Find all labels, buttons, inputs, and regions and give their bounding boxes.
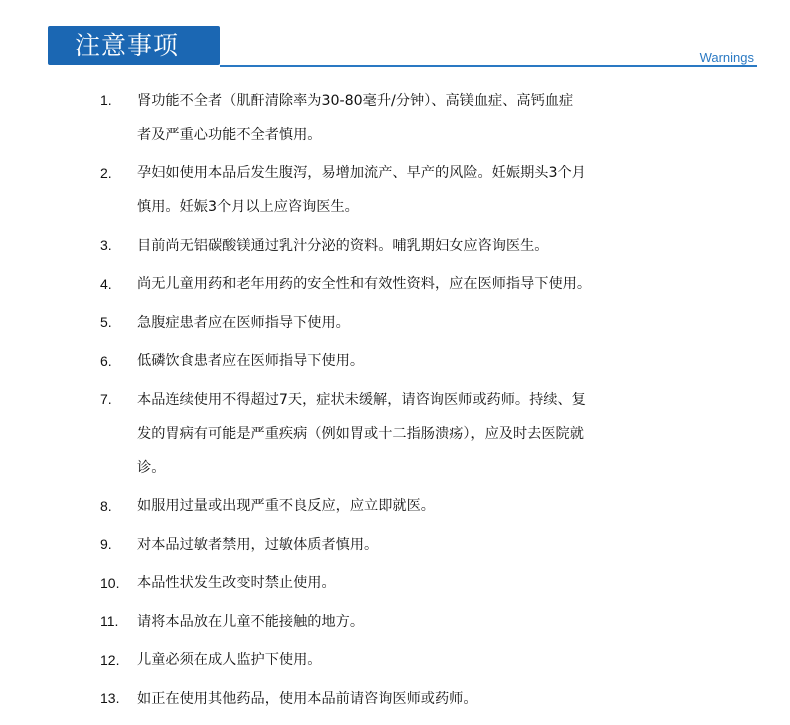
- warning-item: [100, 532, 720, 562]
- warning-item: [100, 233, 720, 263]
- page-title: 注意事项: [75, 31, 180, 60]
- warning-number: 3.: [100, 237, 112, 253]
- warning-number: 1.: [100, 92, 112, 108]
- warning-item: [100, 272, 720, 302]
- warning-number: 12.: [100, 651, 120, 668]
- warning-item: [100, 387, 720, 485]
- warning-text: 如服用过量或出现严重不良反应，应立即就医。: [137, 498, 435, 514]
- warning-number: 4.: [100, 275, 112, 292]
- warning-text: 本品性状发生改变时禁止使用。: [137, 575, 336, 591]
- warning-number: 5.: [100, 314, 112, 330]
- warning-number: 8.: [100, 497, 112, 514]
- warning-text: 尚无儿童用药和老年用药的安全性和有效性资料，应在医师指导下使用。: [137, 276, 592, 292]
- warning-item: [100, 494, 720, 524]
- section-header: [48, 26, 757, 68]
- warning-text: 目前尚无铝碳酸镁通过乳汁分泌的资料。哺乳期妇女应咨询医生。: [137, 237, 549, 254]
- warning-text: 孕妇如使用本品后发生腹泻，易增加流产、早产的风险。妊娠期头3个月 慎用。妊娠3个月以上应咨询医生。: [137, 165, 586, 215]
- warning-text: 如正在使用其他药品，使用本品前请咨询医师或药师。: [137, 690, 478, 707]
- warning-number: 11.: [100, 613, 119, 629]
- warning-text: 儿童必须在成人监护下使用。: [137, 652, 322, 668]
- warning-text: 本品连续使用不得超过7天，症状未缓解，请咨询医师或药师。持续、复 发的胃病有可能是严重疾病（例如胃或十二指肠溃疡），应及时去医院就 诊。: [137, 391, 586, 476]
- warning-number: 6.: [100, 352, 112, 369]
- warning-item: [100, 161, 720, 225]
- warning-item: [100, 88, 720, 152]
- warning-number: 9.: [100, 536, 112, 552]
- warning-number: 13.: [100, 690, 120, 706]
- warning-text: 对本品过敏者禁用，过敏体质者慎用。: [137, 536, 379, 553]
- warning-text: 肾功能不全者（肌酐清除率为30-80毫升/分钟）、高镁血症、高钙血症 者及严重心功能不全者慎用。: [137, 92, 574, 143]
- page-subtitle: Warnings: [699, 50, 754, 65]
- warning-text: 请将本品放在儿童不能接触的地方。: [137, 613, 365, 630]
- warning-text: 急腹症患者应在医师指导下使用。: [137, 314, 350, 331]
- warning-item: [100, 310, 720, 340]
- warning-item: [100, 349, 720, 379]
- warning-number: 7.: [100, 391, 112, 407]
- header-divider: [220, 65, 757, 67]
- warning-item: [100, 648, 720, 678]
- warning-text: 低磷饮食患者应在医师指导下使用。: [137, 353, 365, 369]
- warning-number: 10.: [100, 574, 120, 591]
- warning-number: 2.: [100, 164, 112, 181]
- warning-item: [100, 609, 720, 639]
- title-banner: [48, 26, 220, 65]
- warning-item: [100, 571, 720, 601]
- warnings-list: [100, 88, 720, 725]
